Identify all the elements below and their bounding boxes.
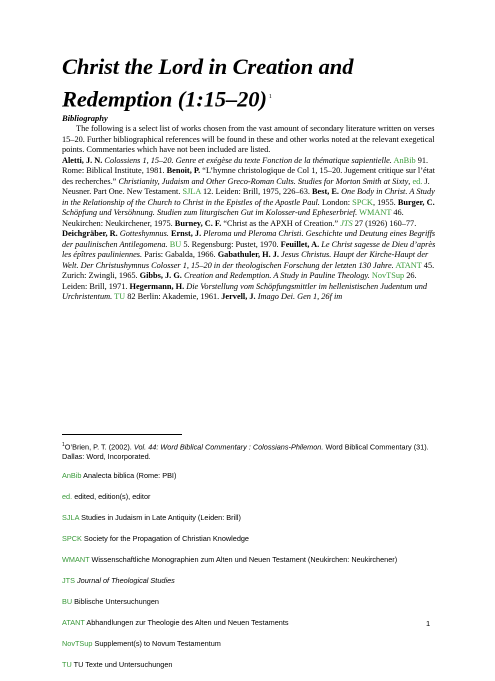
- entry-author: Jervell, J.: [221, 292, 256, 301]
- entry-text: 27 (1926) 160–77.: [354, 218, 417, 228]
- abbr-link-wmant[interactable]: WMANT: [359, 208, 392, 217]
- abbr-meaning: Analecta biblica (Rome: PBI): [83, 471, 177, 481]
- abbr-note: [62, 576, 442, 586]
- footnotes-section: [62, 440, 442, 681]
- entry-author: Burger, C.: [397, 197, 435, 207]
- abbr-link-ed[interactable]: ed.: [412, 176, 423, 186]
- abbr-term[interactable]: NovTSup: [62, 639, 93, 649]
- abbr-term[interactable]: SPCK: [62, 534, 82, 544]
- abbr-note: [62, 555, 442, 565]
- abbr-meaning: Wissenschaftliche Monographien zum Alten und Neuen Testament (Neukirchen: Neukirchener): [91, 555, 398, 565]
- entry-title: Le Christ sagesse de Dieu d’après les épîtres pauliniennes.: [62, 239, 436, 259]
- entry-title: Creation and Redemption. A Study in Pauline Theology.: [183, 271, 370, 280]
- abbr-term[interactable]: ed.: [62, 492, 73, 502]
- footnote-text: O’Brien, P. T. (2002).: [64, 442, 132, 452]
- entry-text: , 1955.: [372, 197, 396, 207]
- entry-text: London:: [321, 197, 351, 207]
- abbr-term[interactable]: SJLA: [62, 513, 80, 523]
- abbr-link-tu[interactable]: TU: [114, 292, 126, 301]
- entry-title: Die Vorstellung vom Schöpfungsmittler im hellenistischen Judentum und Urchristentum.: [62, 281, 428, 301]
- entry-text: 82 Berlin: Akademie, 1961.: [127, 292, 220, 301]
- bibliography-entries: Aletti, J. N. Colossiens 1, 15–20. Genre et exégèse du texte Fonction de la thématique sapientielle. AnBib 91. Rome: Biblical Institute, 1981. Benoit, P. “L’hymne christologique de Col 1, 15–20. Jugement critique sur l’état des recherches.” Christianity, Judaism and Other Greco-Roman Cults. Studies for Morton Smith at Sixty, ed. J. Neusner. Part One. New Testament. SJLA 12. Leiden: Brill, 1975, 226–63. Best, E. One Body in Christ. A Study in the Relationship of the Church to Christ in the Epistles of the Apostle Paul. London: SPCK, 1955. Burger, C. Schöpfung und Versöhnung. Studien zum liturgischen Gut im Kolosser-und Epheserbrief. WMANT 46. Neukirchen: Neukirchener, 1975. Burney, C. F. “Christ as the APXH of Creation.” JTS 27 (1926) 160–77. Deichgräber, R. Gotteshymnus. Ernst, J. Pleroma und Pleroma Christi. Geschichte und Deutung eines Begriffs der paulinischen Antilegomena. BU 5. Regensburg: Pustet, 1970. Feuillet, A. Le Christ sagesse de Dieu d’après les épîtres pauliniennes. Paris: Gabalda, 1966. Gabathuler, H. J. Jesus Christus. Haupt der Kirche-Haupt der Welt. Der Christushymnus Colosser 1, 15–20 in der theologischen Forschung der letzten 130 Jahre. ATANT 45. Zurich: Zwingli, 1965. Gibbs, J. G. Creation and Redemption. A Study in Pauline Theology. NovTSup 26. Leiden: Brill, 1971. Hegermann, H. Die Vorstellung vom Schöpfungsmittler im hellenistischen Judentum und Urchristentum. TU 82 Berlin: Akademie, 1961. Jervell, J. Imago Dei. Gen 1, 26f im: [62, 155, 436, 301]
- page-number: 1: [426, 619, 431, 628]
- abbr-link-atant[interactable]: ATANT: [395, 260, 422, 270]
- abbr-term[interactable]: JTS: [62, 576, 75, 586]
- footnote-1: [62, 440, 442, 462]
- abbr-note: [62, 534, 442, 544]
- abbr-link-bu[interactable]: BU: [169, 239, 182, 249]
- entry-text: J. Neusner. Part One. New Testament.: [62, 176, 430, 196]
- entry-author: Hegermann, H.: [129, 281, 185, 291]
- abbr-meaning: Abhandlungen zur Theologie des Alten und Neuen Testaments: [86, 618, 289, 628]
- footnote-divider: [62, 434, 182, 435]
- abbr-note: [62, 639, 442, 649]
- abbr-meaning: Society for the Propagation of Christian Knowledge: [83, 534, 249, 544]
- entry-text: 91. Rome: Biblical Institute, 1981.: [62, 155, 429, 175]
- entry-text: 46. Neukirchen: Neukirchener, 1975.: [62, 208, 404, 228]
- entry-author: Gibbs, J. G.: [139, 271, 182, 280]
- abbr-note: [62, 597, 442, 607]
- footnote-marker: 1: [62, 442, 65, 448]
- abbr-meaning: Supplement(s) to Novum Testamentum: [94, 639, 221, 649]
- abbr-meaning: edited, edition(s), editor: [74, 492, 151, 502]
- entry-author: Feuillet, A.: [280, 239, 320, 249]
- entry-title: Imago Dei. Gen 1, 26f im: [257, 292, 343, 301]
- entry-text: 45. Zurich: Zwingli, 1965.: [62, 260, 435, 280]
- entry-text: 26. Leiden: Brill, 1971.: [62, 271, 417, 291]
- footnote-text: Word Biblical Commentary (31). Dallas: Word, Incorporated.: [62, 442, 429, 462]
- entry-author: Burney, C. F.: [174, 218, 222, 228]
- entry-title: Colossiens 1, 15–20. Genre et exégèse du texte Fonction de la thématique sapientielle.: [104, 155, 392, 165]
- abbr-term[interactable]: TU: [62, 660, 72, 670]
- abbr-link-spck[interactable]: SPCK: [352, 197, 373, 207]
- entry-title: Pleroma und Pleroma Christi. Geschichte und Deutung eines Begriffs der paulinischen Antilegomena.: [62, 229, 436, 249]
- entry-author: Gabathuler, H. J.: [217, 250, 279, 259]
- abbr-term[interactable]: BU: [62, 597, 73, 607]
- abbr-note: [62, 492, 442, 502]
- entry-title: One Body in Christ. A Study in the Relationship of the Church to Christ in the Epistles of the Apostle Paul.: [62, 187, 435, 207]
- abbr-term[interactable]: WMANT: [62, 555, 90, 565]
- abbr-link-sjla[interactable]: SJLA: [182, 187, 201, 196]
- abbr-note: [62, 471, 442, 481]
- entry-author: Ernst, J.: [170, 229, 202, 238]
- abbr-meaning: Journal of Theological Studies: [77, 576, 175, 586]
- entry-text: “L’hymne christologique de Col 1, 15–20. Jugement critique sur l’état des recherches.”: [62, 166, 435, 186]
- entry-title: Gotteshymnus.: [119, 229, 169, 238]
- abbr-meaning: TU Texte und Untersuchungen: [73, 660, 173, 670]
- bibliography-heading: Bibliography: [62, 113, 108, 123]
- title-footnote-marker[interactable]: 1: [268, 94, 272, 100]
- entry-author: Aletti, J. N.: [62, 155, 103, 165]
- abbr-meaning: Studies in Judaism in Late Antiquity (Leiden: Brill): [81, 513, 241, 523]
- abbr-link-jts[interactable]: JTS: [340, 218, 353, 228]
- entry-title: Schöpfung und Versöhnung. Studien zum liturgischen Gut im Kolosser-und Epheserbrief.: [62, 208, 358, 217]
- entry-author: Benoit, P.: [166, 166, 201, 175]
- abbr-note: [62, 513, 442, 523]
- entry-author: Deichgräber, R.: [62, 229, 118, 238]
- abbr-term[interactable]: AnBib: [62, 471, 82, 481]
- abbr-link-anbib[interactable]: AnBib: [393, 155, 416, 165]
- abbr-note: [62, 618, 442, 628]
- entry-title: Christianity, Judaism and Other Greco-Roman Cults. Studies for Morton Smith at Sixty: [118, 176, 409, 186]
- entry-text: Paris: Gabalda, 1966.: [144, 250, 216, 259]
- footnote-title: Vol. 44: Word Biblical Commentary : Colossians-Philemon.: [133, 442, 324, 452]
- entry-title: Jesus Christus. Haupt der Kirche-Haupt der Welt. Der Christushymnus Colosser 1, 15–20 in der theologischen Forschung der letzten 130 Jahre.: [62, 250, 429, 270]
- abbr-link-novtsup[interactable]: NovTSup: [371, 271, 405, 280]
- abbr-term[interactable]: ATANT: [62, 618, 85, 628]
- entry-text: “Christ as the APXH of Creation.”: [223, 218, 339, 228]
- entry-text: 5. Regensburg: Pustet, 1970.: [183, 239, 279, 249]
- bibliography-body: [62, 124, 440, 303]
- page-title: [62, 52, 462, 115]
- abbr-meaning: Biblische Untersuchungen: [74, 597, 159, 607]
- bibliography-intro: The following is a select list of works chosen from the vast amount of secondary literature written on verses 15–20. Further bibliographical references will be found in these and other works noted at the relevant exegetical points. Commentaries which have not been included are listed.: [62, 124, 435, 154]
- title-text: Christ the Lord in Creation and Redemption (1:15–20): [62, 54, 354, 112]
- entry-author: Best, E.: [312, 187, 339, 196]
- abbr-note: [62, 660, 442, 670]
- entry-text: 12. Leiden: Brill, 1975, 226–63.: [203, 187, 310, 196]
